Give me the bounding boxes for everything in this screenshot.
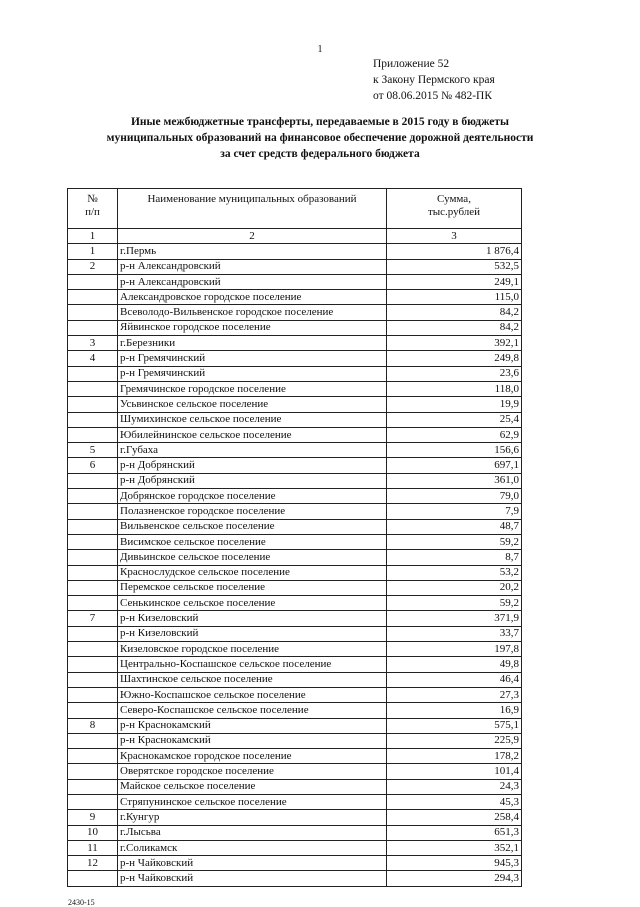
row-num-cell xyxy=(68,412,118,427)
table-row xyxy=(68,366,522,381)
row-sum-cell: 361,0 xyxy=(387,473,522,488)
row-num-cell xyxy=(68,779,118,794)
row-sum-cell: 197,8 xyxy=(387,642,522,657)
row-name-cell: р-н Добрянский xyxy=(118,473,387,488)
row-num-cell xyxy=(68,657,118,672)
row-name-cell: Центрально-Коспашское сельское поселение xyxy=(118,657,387,672)
row-name-cell: Краснокамское городское поселение xyxy=(118,749,387,764)
row-sum-cell: 45,3 xyxy=(387,794,522,809)
row-name-cell: р-н Александровский xyxy=(118,274,387,289)
row-num-cell xyxy=(68,489,118,504)
row-name-cell: Дивьинское сельское поселение xyxy=(118,550,387,565)
row-num-cell: 5 xyxy=(68,443,118,458)
table-row xyxy=(68,336,522,351)
row-sum-cell: 575,1 xyxy=(387,718,522,733)
row-name-cell: р-н Чайковский xyxy=(118,856,387,871)
table-row xyxy=(68,580,522,595)
table-row xyxy=(68,718,522,733)
document-title xyxy=(60,114,580,162)
row-sum-cell: 84,2 xyxy=(387,320,522,335)
header-sum xyxy=(387,189,522,229)
row-name-cell: Яйвинское городское поселение xyxy=(118,320,387,335)
row-num-cell xyxy=(68,871,118,886)
table-row xyxy=(68,749,522,764)
title-line-2: муниципальных образований на финансовое обеспечение дорожной деятельности xyxy=(106,132,534,144)
appendix-line-3: от 08.06.2015 № 482-ПК xyxy=(373,90,493,102)
row-sum-cell: 249,1 xyxy=(387,274,522,289)
row-num-cell xyxy=(68,290,118,305)
row-num-cell xyxy=(68,672,118,687)
table-row xyxy=(68,703,522,718)
table-row xyxy=(68,672,522,687)
row-name-cell: Кизеловское городское поселение xyxy=(118,642,387,657)
row-num-cell xyxy=(68,274,118,289)
column-index-2: 2 xyxy=(118,229,387,244)
row-num-cell: 9 xyxy=(68,810,118,825)
row-sum-cell: 79,0 xyxy=(387,489,522,504)
row-sum-cell: 392,1 xyxy=(387,336,522,351)
row-sum-cell: 101,4 xyxy=(387,764,522,779)
header-sum-line-2: тыс.рублей xyxy=(427,206,481,218)
table-row xyxy=(68,489,522,504)
row-name-cell: Добрянское городское поселение xyxy=(118,489,387,504)
row-sum-cell: 84,2 xyxy=(387,305,522,320)
table-row xyxy=(68,259,522,274)
table-row xyxy=(68,733,522,748)
row-num-cell: 11 xyxy=(68,840,118,855)
page-number: 1 xyxy=(317,44,323,55)
row-sum-cell: 532,5 xyxy=(387,259,522,274)
row-name-cell: Висимское сельское поселение xyxy=(118,534,387,549)
row-num-cell xyxy=(68,642,118,657)
table-row xyxy=(68,274,522,289)
row-sum-cell: 7,9 xyxy=(387,504,522,519)
row-sum-cell: 25,4 xyxy=(387,412,522,427)
row-name-cell: р-н Чайковский xyxy=(118,871,387,886)
row-name-cell: Стряпунинское сельское поселение xyxy=(118,794,387,809)
row-sum-cell: 27,3 xyxy=(387,687,522,702)
row-num-cell: 8 xyxy=(68,718,118,733)
row-sum-cell: 258,4 xyxy=(387,810,522,825)
row-name-cell: г.Губаха xyxy=(118,443,387,458)
transfers-table xyxy=(67,188,522,887)
row-sum-cell: 8,7 xyxy=(387,550,522,565)
table-row xyxy=(68,856,522,871)
row-sum-cell: 33,7 xyxy=(387,626,522,641)
row-sum-cell: 48,7 xyxy=(387,519,522,534)
column-index-1: 1 xyxy=(68,229,118,244)
row-num-cell: 2 xyxy=(68,259,118,274)
row-name-cell: р-н Кизеловский xyxy=(118,611,387,626)
table-row xyxy=(68,443,522,458)
title-line-3: за счет средств федерального бюджета xyxy=(220,148,420,160)
row-sum-cell: 225,9 xyxy=(387,733,522,748)
row-num-cell xyxy=(68,397,118,412)
row-name-cell: Гремячинское городское поселение xyxy=(118,381,387,396)
table-row xyxy=(68,779,522,794)
row-name-cell: Северо-Коспашское сельское поселение xyxy=(118,703,387,718)
row-num-cell xyxy=(68,794,118,809)
row-num-cell xyxy=(68,580,118,595)
table-row xyxy=(68,320,522,335)
row-num-cell: 6 xyxy=(68,458,118,473)
title-line-1: Иные межбюджетные трансферты, передаваемые в 2015 году в бюджеты xyxy=(130,116,510,128)
table-row xyxy=(68,458,522,473)
row-num-cell xyxy=(68,596,118,611)
row-sum-cell: 249,8 xyxy=(387,351,522,366)
appendix-line-2: к Закону Пермского края xyxy=(373,74,495,86)
row-sum-cell: 178,2 xyxy=(387,749,522,764)
row-name-cell: Шахтинское сельское поселение xyxy=(118,672,387,687)
header-num-line-2: п/п xyxy=(85,206,100,218)
table-row xyxy=(68,825,522,840)
row-num-cell xyxy=(68,519,118,534)
appendix-block xyxy=(373,56,495,104)
row-name-cell: Краснослудское сельское поселение xyxy=(118,565,387,580)
row-sum-cell: 352,1 xyxy=(387,840,522,855)
table-row xyxy=(68,397,522,412)
row-name-cell: Вильвенское сельское поселение xyxy=(118,519,387,534)
header-num xyxy=(68,189,118,229)
row-num-cell xyxy=(68,764,118,779)
row-name-cell: Южно-Коспашское сельское поселение xyxy=(118,687,387,702)
row-num-cell xyxy=(68,565,118,580)
row-name-cell: р-н Краснокамский xyxy=(118,718,387,733)
row-num-cell xyxy=(68,733,118,748)
row-sum-cell: 19,9 xyxy=(387,397,522,412)
row-sum-cell: 46,4 xyxy=(387,672,522,687)
table-row xyxy=(68,412,522,427)
table-row xyxy=(68,657,522,672)
header-num-line-1: № xyxy=(87,193,98,205)
table-row xyxy=(68,565,522,580)
row-num-cell: 7 xyxy=(68,611,118,626)
row-name-cell: г.Кунгур xyxy=(118,810,387,825)
table-row xyxy=(68,534,522,549)
row-name-cell: Александровское городское поселение xyxy=(118,290,387,305)
row-num-cell xyxy=(68,550,118,565)
row-sum-cell: 62,9 xyxy=(387,427,522,442)
table-row xyxy=(68,290,522,305)
table-row xyxy=(68,427,522,442)
row-num-cell xyxy=(68,504,118,519)
row-num-cell: 1 xyxy=(68,244,118,259)
table-row xyxy=(68,504,522,519)
row-sum-cell: 59,2 xyxy=(387,596,522,611)
row-sum-cell: 49,8 xyxy=(387,657,522,672)
table-row xyxy=(68,596,522,611)
table-row xyxy=(68,550,522,565)
row-name-cell: Сенькинское сельское поселение xyxy=(118,596,387,611)
row-name-cell: р-н Александровский xyxy=(118,259,387,274)
row-name-cell: Юбилейнинское сельское поселение xyxy=(118,427,387,442)
row-sum-cell: 24,3 xyxy=(387,779,522,794)
column-index-3: 3 xyxy=(387,229,522,244)
row-num-cell xyxy=(68,366,118,381)
row-num-cell: 10 xyxy=(68,825,118,840)
row-num-cell: 12 xyxy=(68,856,118,871)
row-num-cell xyxy=(68,626,118,641)
row-sum-cell: 371,9 xyxy=(387,611,522,626)
row-num-cell xyxy=(68,534,118,549)
header-sum-line-1: Сумма, xyxy=(437,193,471,205)
header-name: Наименование муниципальных образований xyxy=(118,189,387,229)
table-row xyxy=(68,611,522,626)
row-num-cell xyxy=(68,320,118,335)
row-name-cell: г.Березники xyxy=(118,336,387,351)
table-row xyxy=(68,810,522,825)
table-row xyxy=(68,381,522,396)
row-num-cell xyxy=(68,473,118,488)
row-name-cell: г.Соликамск xyxy=(118,840,387,855)
row-sum-cell: 945,3 xyxy=(387,856,522,871)
row-sum-cell: 156,6 xyxy=(387,443,522,458)
table-row xyxy=(68,687,522,702)
row-name-cell: р-н Кизеловский xyxy=(118,626,387,641)
row-sum-cell: 294,3 xyxy=(387,871,522,886)
row-num-cell xyxy=(68,687,118,702)
row-name-cell: Оверятское городское поселение xyxy=(118,764,387,779)
row-sum-cell: 20,2 xyxy=(387,580,522,595)
table-row xyxy=(68,642,522,657)
table-row xyxy=(68,626,522,641)
row-sum-cell: 16,9 xyxy=(387,703,522,718)
row-name-cell: Полазненское городское поселение xyxy=(118,504,387,519)
table-row xyxy=(68,840,522,855)
table-row xyxy=(68,764,522,779)
appendix-line-1: Приложение 52 xyxy=(373,58,450,70)
row-sum-cell: 697,1 xyxy=(387,458,522,473)
row-name-cell: Усьвинское сельское поселение xyxy=(118,397,387,412)
row-sum-cell: 1 876,4 xyxy=(387,244,522,259)
row-name-cell: г.Пермь xyxy=(118,244,387,259)
row-num-cell xyxy=(68,381,118,396)
footer-code: 2430-15 xyxy=(68,898,95,907)
row-num-cell: 3 xyxy=(68,336,118,351)
row-name-cell: р-н Гремячинский xyxy=(118,351,387,366)
row-name-cell: Шумихинское сельское поселение xyxy=(118,412,387,427)
row-name-cell: р-н Гремячинский xyxy=(118,366,387,381)
table-row xyxy=(68,871,522,886)
row-name-cell: Перемское сельское поселение xyxy=(118,580,387,595)
table-row xyxy=(68,244,522,259)
row-sum-cell: 23,6 xyxy=(387,366,522,381)
column-index-row xyxy=(68,229,522,244)
row-name-cell: Всеволодо-Вильвенское городское поселение xyxy=(118,305,387,320)
row-sum-cell: 115,0 xyxy=(387,290,522,305)
row-num-cell xyxy=(68,749,118,764)
row-num-cell xyxy=(68,427,118,442)
row-sum-cell: 59,2 xyxy=(387,534,522,549)
table-row xyxy=(68,519,522,534)
row-sum-cell: 53,2 xyxy=(387,565,522,580)
row-num-cell: 4 xyxy=(68,351,118,366)
table-row xyxy=(68,473,522,488)
row-name-cell: г.Лысьва xyxy=(118,825,387,840)
row-num-cell xyxy=(68,305,118,320)
table-row xyxy=(68,305,522,320)
table-row xyxy=(68,794,522,809)
row-name-cell: р-н Добрянский xyxy=(118,458,387,473)
table-row xyxy=(68,351,522,366)
row-name-cell: Майское сельское поселение xyxy=(118,779,387,794)
table-header-row xyxy=(68,189,522,229)
row-sum-cell: 118,0 xyxy=(387,381,522,396)
row-sum-cell: 651,3 xyxy=(387,825,522,840)
row-name-cell: р-н Краснокамский xyxy=(118,733,387,748)
row-num-cell xyxy=(68,703,118,718)
